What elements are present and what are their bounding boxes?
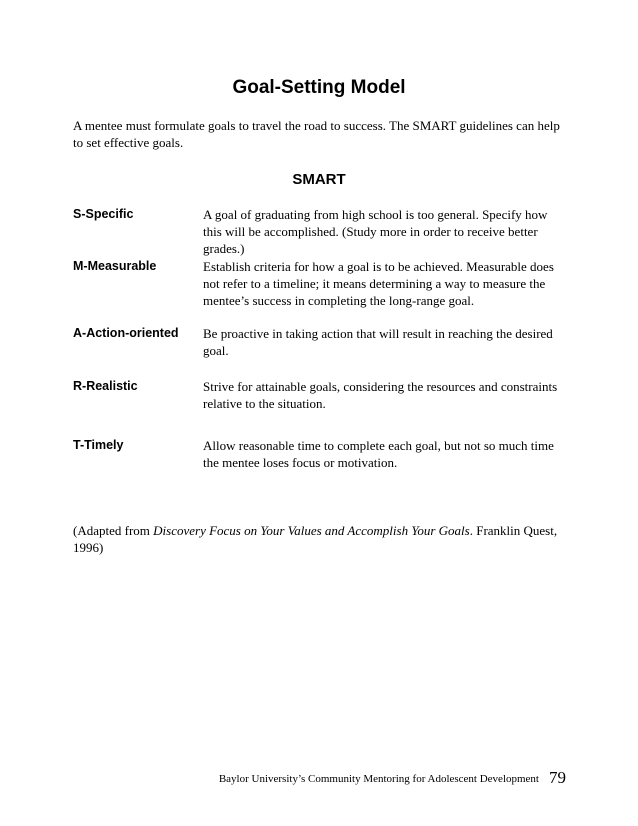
smart-definition: A goal of graduating from high school is too general. Specify how this will be accomplished. (Study more in order to receive better grades.) [203,207,548,256]
smart-heading: SMART [292,171,346,188]
smart-term: S-Specific [73,207,134,221]
smart-definition: Be proactive in taking action that will result in reaching the desired goal. [203,326,553,358]
citation-suffix: . Franklin Quest, 1996) [73,523,558,555]
smart-term: R-Realistic [73,379,138,393]
smart-definition: Allow reasonable time to complete each goal, but not so much time the mentee loses focus or motivation. [203,438,554,470]
page-number: 79 [549,768,566,787]
smart-definition: Establish criteria for how a goal is to be achieved. Measurable does not refer to a timeline; it means determining a way to measure the mentee’s success in completing the long-range goal. [203,259,554,308]
smart-term: A-Action-oriented [73,326,179,340]
citation [73,522,573,556]
citation-prefix: (Adapted from [73,523,154,538]
footer-text: Baylor University’s Community Mentoring for Adolescent Development [218,773,539,785]
citation-title: Discovery Focus on Your Values and Accomplish Your Goals [153,523,470,538]
smart-term: M-Measurable [73,259,157,273]
page-title: Goal-Setting Model [232,77,406,98]
page-footer [219,768,566,789]
smart-definition: Strive for attainable goals, considering the resources and constraints relative to the situation. [203,379,558,411]
smart-term: T-Timely [73,438,124,452]
intro-paragraph: A mentee must formulate goals to travel the road to success. The SMART guidelines can help to set effective goals. [73,118,560,150]
